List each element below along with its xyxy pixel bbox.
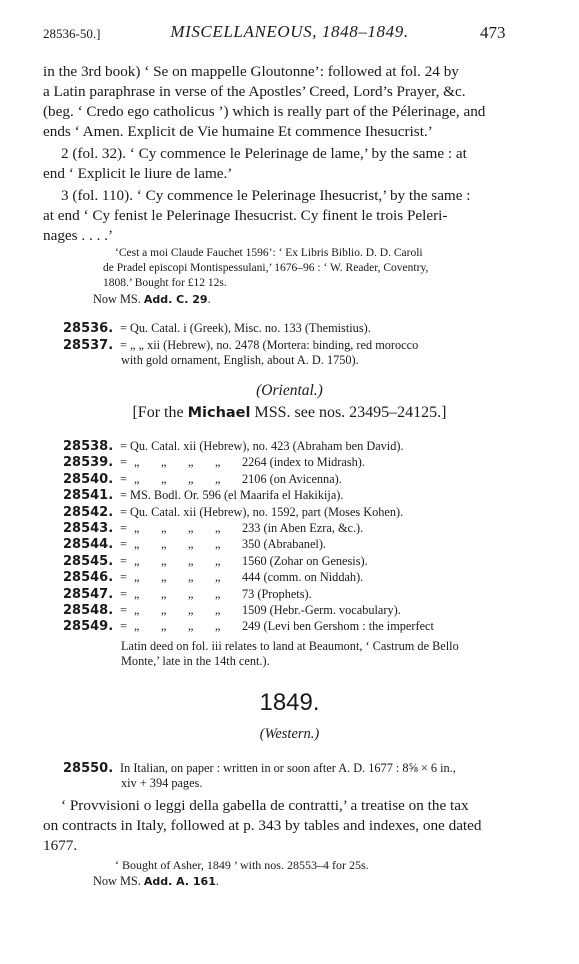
- text-line: 2 (fol. 32). ‘ Cy commence le Pelerinage de lame,’ by the same : at: [61, 145, 467, 162]
- catalog-entry: [63, 504, 403, 520]
- entry-continuation: xiv + 394 pages.: [121, 776, 203, 790]
- ditto-mark: „: [134, 619, 140, 634]
- ditto-mark: „: [215, 537, 221, 552]
- ditto-mark: „: [188, 570, 194, 585]
- entry-continuation: Monte,’ late in the 14th cent.).: [121, 654, 270, 668]
- ditto-mark: „: [161, 537, 167, 552]
- text-line: 1808.’ Bought for £12 12s.: [103, 277, 227, 289]
- ditto-mark: „: [188, 521, 194, 535]
- ms-ref-shelfmark: Add. A. 161: [143, 875, 216, 888]
- entry-text: In Italian, on paper : written in or soon after A. D. 1677 : 8⅝ × 6 in.,: [120, 761, 456, 775]
- catalog-entry: [63, 487, 343, 503]
- item-2-paragraph: [43, 144, 536, 184]
- purchase-note: ‘ Bought of Asher, 1849 ’ with nos. 28553–4 for 25s.: [115, 858, 369, 872]
- entry-text: 2106 (on Avicenna).: [242, 471, 342, 486]
- ms-ref-suffix: .: [207, 292, 211, 306]
- entry-text: = Qu. Catal. i (Greek), Misc. no. 133 (Themistius).: [120, 321, 371, 335]
- text-line: (beg. ‘ Credo ego catholicus ’) which is really part of the Pélerinage, and: [43, 103, 486, 120]
- entry-number: 28536.: [63, 321, 114, 336]
- equals-mark: =: [120, 570, 127, 585]
- ditto-mark: „: [215, 521, 221, 535]
- ditto-mark: „: [161, 586, 167, 601]
- equals-mark: =: [120, 471, 127, 486]
- ditto-mark: „: [215, 570, 221, 585]
- entry-text: 350 (Abrabanel).: [242, 537, 326, 552]
- ditto-mark: „: [161, 521, 167, 535]
- catalog-entry: [63, 454, 365, 470]
- catalog-entry: [63, 536, 326, 552]
- entry-text: = MS. Bodl. Or. 596 (el Maarifa el Hakikija).: [120, 488, 344, 503]
- entry-text: 233 (in Aben Ezra, &c.).: [242, 521, 364, 535]
- text-line: ‘Cest a moi Claude Fauchet 1596’: ‘ Ex Libris Biblio. D. D. Caroli: [115, 247, 423, 259]
- ditto-mark: „: [188, 455, 194, 470]
- ditto-mark: „: [215, 471, 221, 486]
- entry-continuation: Latin deed on fol. iii relates to land at Beaumont, ‘ Castrum de Bello: [121, 639, 459, 653]
- catalog-entry: [63, 337, 418, 353]
- ms-ref-prefix: Now MS.: [93, 874, 144, 888]
- section-heading-western: (Western.): [259, 726, 320, 742]
- ms-ref-suffix: .: [215, 874, 219, 888]
- provvisioni-paragraph: [43, 796, 536, 856]
- equals-mark: =: [120, 455, 127, 470]
- entry-number: 28547.: [63, 586, 114, 602]
- ditto-mark: „: [134, 537, 140, 552]
- section-heading-oriental: (Oriental.): [256, 382, 323, 399]
- entry-number: 28537.: [63, 338, 114, 353]
- ms-reference: [93, 874, 219, 889]
- ditto-mark: „: [188, 586, 194, 601]
- ditto-mark: „: [215, 619, 221, 634]
- entry-text: = „ „ xii (Hebrew), no. 2478 (Mortera: binding, red morocco: [120, 338, 419, 352]
- equals-mark: =: [120, 537, 127, 552]
- ditto-mark: „: [134, 471, 140, 486]
- equals-mark: =: [120, 603, 127, 617]
- entry-text: = Qu. Catal. xii (Hebrew), no. 423 (Abraham ben David).: [120, 439, 404, 453]
- ditto-mark: „: [161, 553, 167, 568]
- ditto-mark: „: [134, 586, 140, 601]
- catalog-entry: [63, 569, 363, 585]
- catalog-entry: [63, 602, 401, 618]
- entry-text: 1560 (Zohar on Genesis).: [242, 553, 368, 568]
- running-head-title: MISCELLANEOUS, 1848–1849.: [170, 22, 409, 41]
- entry-text: 73 (Prophets).: [242, 586, 312, 601]
- ditto-mark: „: [188, 603, 194, 617]
- ditto-mark: „: [215, 603, 221, 617]
- text-line: 3 (fol. 110). ‘ Cy commence le Pelerinage Ihesucrist,’ by the same :: [61, 187, 471, 204]
- catalog-entry: [63, 553, 368, 569]
- equals-mark: =: [120, 521, 127, 535]
- catalog-entry: [63, 320, 371, 336]
- catalog-entry: [63, 586, 312, 602]
- note-bold-name: Michael: [187, 405, 251, 421]
- catalog-entry: [63, 438, 404, 454]
- text-line: at end ‘ Cy fenist le Pelerinage Ihesucrist. Cy finent le trois Peleri-: [43, 207, 448, 224]
- running-head-range: 28536-50.]: [43, 26, 101, 41]
- provenance-note: [103, 246, 428, 291]
- entry-text: 2264 (index to Midrash).: [242, 455, 365, 470]
- ms-reference: [93, 292, 211, 307]
- entry-number: 28544.: [63, 537, 114, 553]
- equals-mark: =: [120, 619, 127, 634]
- ditto-mark: „: [161, 455, 167, 470]
- ditto-mark: „: [134, 553, 140, 568]
- text-line: end ‘ Explicit le liure de lame.’: [43, 165, 233, 182]
- text-line: in the 3rd book) ‘ Se on mappelle Gloutonne’: followed at fol. 24 by: [43, 63, 459, 80]
- ditto-mark: „: [134, 603, 140, 617]
- intro-paragraph: [43, 62, 536, 142]
- item-3-paragraph: [43, 186, 536, 246]
- ms-ref-prefix: Now MS.: [93, 292, 144, 306]
- ditto-mark: „: [161, 570, 167, 585]
- ditto-mark: „: [161, 603, 167, 617]
- page-number: 473: [480, 23, 506, 42]
- ditto-mark: „: [134, 521, 140, 535]
- entry-number: 28539.: [63, 455, 114, 471]
- entry-number: 28546.: [63, 570, 114, 586]
- ditto-mark: „: [215, 553, 221, 568]
- ditto-mark: „: [188, 619, 194, 634]
- text-line: nages . . . .’: [43, 227, 114, 244]
- text-line: 1677.: [43, 837, 78, 854]
- note-prefix: [For the: [132, 404, 188, 421]
- equals-mark: =: [120, 553, 127, 568]
- catalog-entry: [63, 618, 434, 634]
- catalog-entry: [63, 520, 363, 536]
- entry-number: 28543.: [63, 521, 114, 536]
- entry-number: 28538.: [63, 439, 114, 454]
- entry-text: 444 (comm. on Niddah).: [242, 570, 364, 585]
- catalog-entry: [63, 760, 456, 776]
- note-suffix: MSS. see nos. 23495–24125.]: [250, 404, 447, 421]
- ditto-mark: „: [188, 537, 194, 552]
- entry-continuation: with gold ornament, English, about A. D. 1750).: [121, 353, 359, 367]
- year-heading: 1849.: [259, 689, 320, 716]
- ditto-mark: „: [188, 553, 194, 568]
- entry-text: 249 (Levi ben Gershom : the imperfect: [242, 619, 434, 634]
- catalog-entry: [63, 471, 342, 487]
- cross-reference-note: [0, 404, 579, 422]
- entry-number: 28540.: [63, 471, 114, 487]
- ditto-mark: „: [161, 471, 167, 486]
- ditto-mark: „: [215, 455, 221, 470]
- ditto-mark: „: [188, 471, 194, 486]
- ditto-mark: „: [134, 455, 140, 470]
- entry-number: 28548.: [63, 603, 114, 618]
- ms-ref-shelfmark: Add. C. 29: [143, 293, 208, 306]
- entry-number: 28541.: [63, 488, 114, 504]
- equals-mark: =: [120, 586, 127, 601]
- entry-number: 28550.: [63, 761, 114, 776]
- text-line: a Latin paraphrase in verse of the Apostles’ Creed, Lord’s Prayer, &c.: [43, 83, 466, 100]
- text-line: on contracts in Italy, followed at p. 343 by tables and indexes, one dated: [43, 817, 482, 834]
- entry-number: 28542.: [63, 504, 114, 520]
- ditto-mark: „: [161, 619, 167, 634]
- entry-text: = Qu. Catal. xii (Hebrew), no. 1592, part (Moses Kohen).: [120, 504, 404, 519]
- text-line: de Pradel episcopi Montispessulani,’ 1676–96 : ‘ W. Reader, Coventry,: [103, 262, 429, 274]
- text-line: ends ‘ Amen. Explicit de Vie humaine Et commence Ihesucrist.’: [43, 123, 433, 140]
- ditto-mark: „: [215, 586, 221, 601]
- entry-text: 1509 (Hebr.-Germ. vocabulary).: [242, 603, 401, 617]
- text-line: ‘ Provvisioni o leggi della gabella de contratti,’ a treatise on the tax: [61, 797, 469, 814]
- entry-number: 28549.: [63, 619, 114, 635]
- entry-number: 28545.: [63, 553, 114, 569]
- ditto-mark: „: [134, 570, 140, 585]
